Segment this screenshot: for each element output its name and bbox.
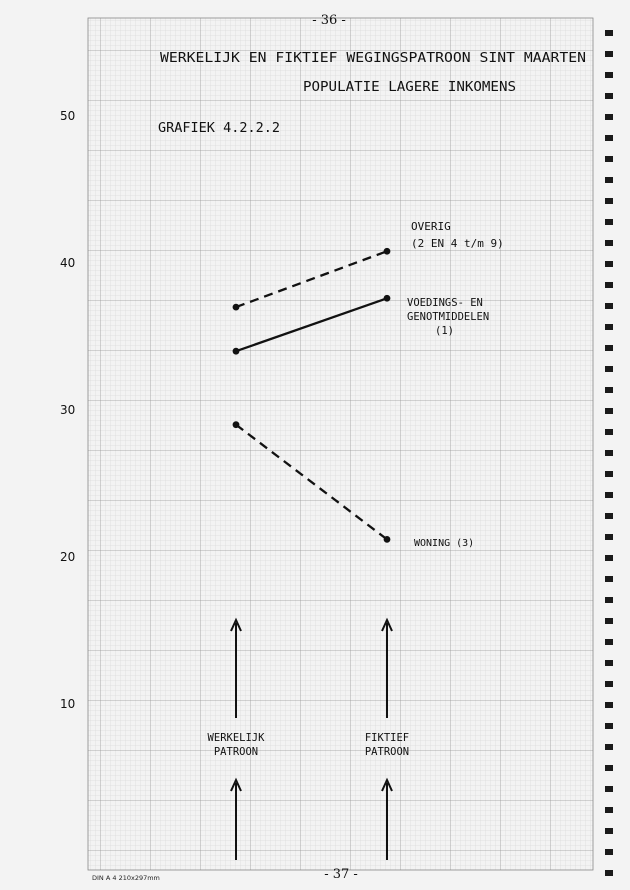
binding-hole [605, 702, 613, 708]
y-tick-label: 40 [60, 256, 76, 270]
binding-hole [605, 72, 613, 78]
binding-hole [605, 828, 613, 834]
binding-hole [605, 198, 613, 204]
series-label: (2 EN 4 t/m 9) [411, 237, 504, 250]
binding-hole [605, 135, 613, 141]
bottom-page-number: - 37 - [324, 867, 358, 882]
binding-hole [605, 597, 613, 603]
binding-hole [605, 303, 613, 309]
series-label: GENOTMIDDELEN [407, 311, 490, 323]
binding-hole [605, 492, 613, 498]
binding-hole [605, 177, 613, 183]
data-point [233, 348, 240, 355]
binding-hole [605, 807, 613, 813]
category-label: PATROON [364, 746, 410, 758]
binding-hole [605, 240, 613, 246]
top-page-number: - 36 - [312, 13, 346, 28]
binding-hole [605, 576, 613, 582]
data-point [233, 421, 240, 428]
binding-hole [605, 324, 613, 330]
data-point [384, 248, 391, 255]
binding-hole [605, 555, 613, 561]
binding-hole [605, 513, 613, 519]
binding-hole [605, 93, 613, 99]
binding-hole [605, 408, 613, 414]
binding-hole [605, 156, 613, 162]
data-point [233, 304, 240, 311]
binding-hole [605, 786, 613, 792]
binding-hole [605, 366, 613, 372]
y-tick-label: 10 [60, 697, 76, 711]
binding-holes [605, 30, 613, 876]
binding-hole [605, 30, 613, 36]
binding-hole [605, 681, 613, 687]
binding-hole [605, 51, 613, 57]
binding-hole [605, 345, 613, 351]
binding-hole [605, 114, 613, 120]
binding-hole [605, 639, 613, 645]
binding-hole [605, 282, 613, 288]
binding-hole [605, 471, 613, 477]
data-point [384, 536, 391, 543]
binding-hole [605, 261, 613, 267]
binding-hole [605, 723, 613, 729]
binding-hole [605, 450, 613, 456]
y-tick-label: 50 [60, 109, 76, 123]
series-label: VOEDINGS- EN [407, 297, 483, 309]
chart-title: WERKELIJK EN FIKTIEF WEGINGSPATROON SINT MAARTEN [160, 50, 586, 66]
binding-hole [605, 870, 613, 876]
y-axis [60, 109, 75, 711]
y-tick-label: 20 [60, 550, 76, 564]
binding-hole [605, 660, 613, 666]
series-label: WONING (3) [414, 538, 475, 549]
binding-hole [605, 849, 613, 855]
series-label: (1) [435, 325, 454, 337]
binding-hole [605, 618, 613, 624]
chart-subtitle: POPULATIE LAGERE INKOMENS [303, 79, 516, 95]
category-label: WERKELIJK [207, 732, 265, 744]
y-tick-label: 30 [60, 403, 76, 417]
paper-size-label: DIN A 4 210x297mm [92, 874, 160, 882]
binding-hole [605, 429, 613, 435]
graph-id: GRAFIEK 4.2.2.2 [158, 121, 280, 136]
binding-hole [605, 219, 613, 225]
binding-hole [605, 765, 613, 771]
data-point [384, 295, 391, 302]
binding-hole [605, 744, 613, 750]
category-label: PATROON [213, 746, 259, 758]
category-label: FIKTIEF [364, 732, 410, 744]
grid-paper [88, 18, 593, 870]
series-label: OVERIG [411, 220, 451, 233]
binding-hole [605, 387, 613, 393]
binding-hole [605, 534, 613, 540]
